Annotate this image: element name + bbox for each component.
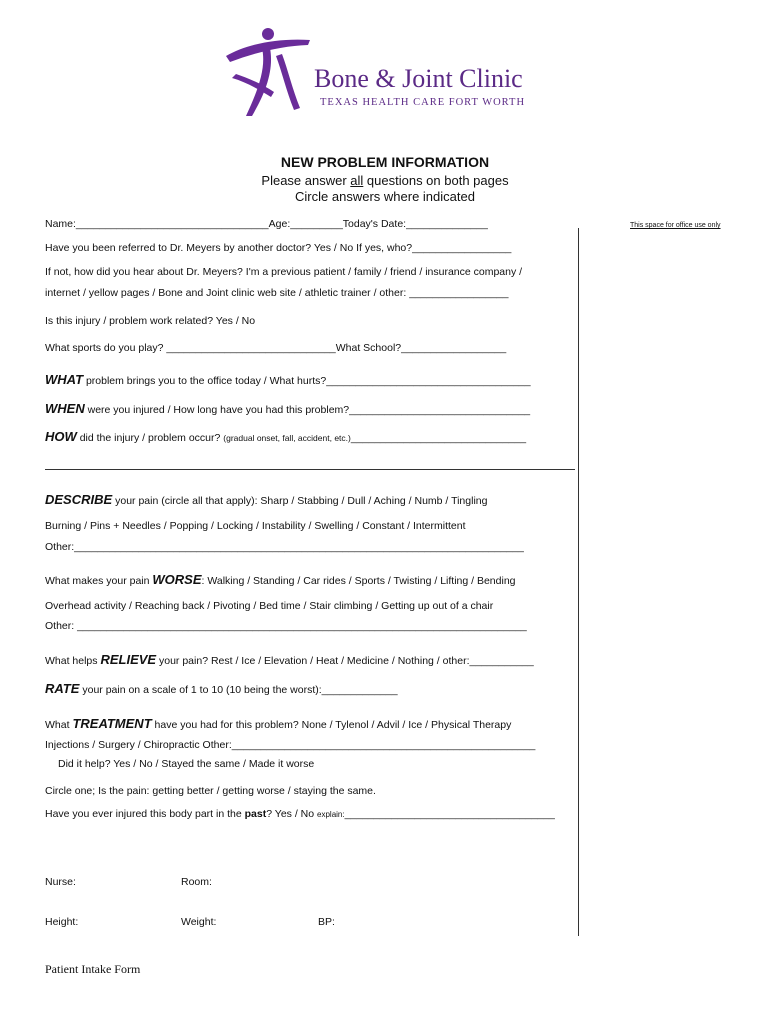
- form-title: NEW PROBLEM INFORMATION: [280, 154, 490, 170]
- weight-field[interactable]: Weight:: [181, 916, 217, 928]
- treatment-options[interactable]: Injections / Surgery / Chiropractic Other:____________________________________________________: [45, 739, 536, 751]
- treatment-question[interactable]: What TREATMENT have you had for this problem? None / Tylenol / Advil / Ice / Physical Therapy: [45, 716, 512, 731]
- clinic-tagline: TEXAS HEALTH CARE FORT WORTH: [320, 97, 526, 108]
- clinic-name: Bone & Joint Clinic: [314, 64, 523, 93]
- how-question[interactable]: HOW did the injury / problem occur? (gradual onset, fall, accident, etc.)______________________________: [45, 429, 527, 444]
- describe-other-field[interactable]: Other:_____________________________________________________________________________: [45, 541, 524, 553]
- work-related-question[interactable]: Is this injury / problem work related? Yes / No: [45, 315, 256, 327]
- past-injury-question[interactable]: Have you ever injured this body part in the past? Yes / No explain:____________________________________: [45, 808, 555, 820]
- source-question[interactable]: If not, how did you hear about Dr. Meyers? I'm a previous patient / family / friend / insurance company /: [45, 266, 523, 278]
- bp-field[interactable]: BP:: [318, 916, 335, 928]
- help-question[interactable]: Did it help? Yes / No / Stayed the same / Made it worse: [58, 758, 315, 770]
- worse-other-field[interactable]: Other: _____________________________________________________________________________: [45, 620, 527, 632]
- clinic-logo-icon: [222, 26, 312, 121]
- source-question-cont[interactable]: internet / yellow pages / Bone and Joint clinic web site / athletic trainer / other: _________________: [45, 287, 509, 299]
- office-use-note: This space for office use only: [630, 222, 721, 229]
- worse-options[interactable]: Overhead activity / Reaching back / Pivoting / Bed time / Stair climbing / Getting up out of a chair: [45, 600, 494, 612]
- footer-label: Patient Intake Form: [45, 962, 141, 976]
- nurse-field[interactable]: Nurse:: [45, 876, 76, 888]
- name-field[interactable]: Name:_________________________________Age:_________Today's Date:______________: [45, 218, 488, 230]
- describe-question[interactable]: DESCRIBE your pain (circle all that apply): Sharp / Stabbing / Dull / Aching / Numb / Tingling: [45, 492, 488, 507]
- describe-options[interactable]: Burning / Pins + Needles / Popping / Locking / Instability / Swelling / Constant / Intermittent: [45, 520, 466, 532]
- what-question[interactable]: WHAT problem brings you to the office today / What hurts?___________________________________: [45, 372, 531, 387]
- room-field[interactable]: Room:: [181, 876, 212, 888]
- relieve-question[interactable]: What helps RELIEVE your pain? Rest / Ice / Elevation / Heat / Medicine / Nothing / other:___________: [45, 652, 534, 667]
- worse-question[interactable]: What makes your pain WORSE: Walking / Standing / Car rides / Sports / Twisting / Lifting / Bending: [45, 572, 516, 587]
- height-field[interactable]: Height:: [45, 916, 79, 928]
- instructions-2: Circle answers where indicated: [295, 189, 475, 204]
- office-divider: [578, 228, 579, 936]
- sports-field[interactable]: What sports do you play? _____________________________What School?__________________: [45, 342, 507, 354]
- rate-question[interactable]: RATE your pain on a scale of 1 to 10 (10 being the worst):_____________: [45, 681, 398, 696]
- pain-trend-question[interactable]: Circle one; Is the pain: getting better / getting worse / staying the same.: [45, 785, 376, 797]
- when-question[interactable]: WHEN were you injured / How long have you had this problem?_______________________________: [45, 401, 531, 416]
- instructions-1: Please answer all questions on both pages: [261, 173, 509, 188]
- referral-question[interactable]: Have you been referred to Dr. Meyers by another doctor? Yes / No If yes, who?_________________: [45, 242, 512, 254]
- blank-answer-line[interactable]: [45, 469, 575, 470]
